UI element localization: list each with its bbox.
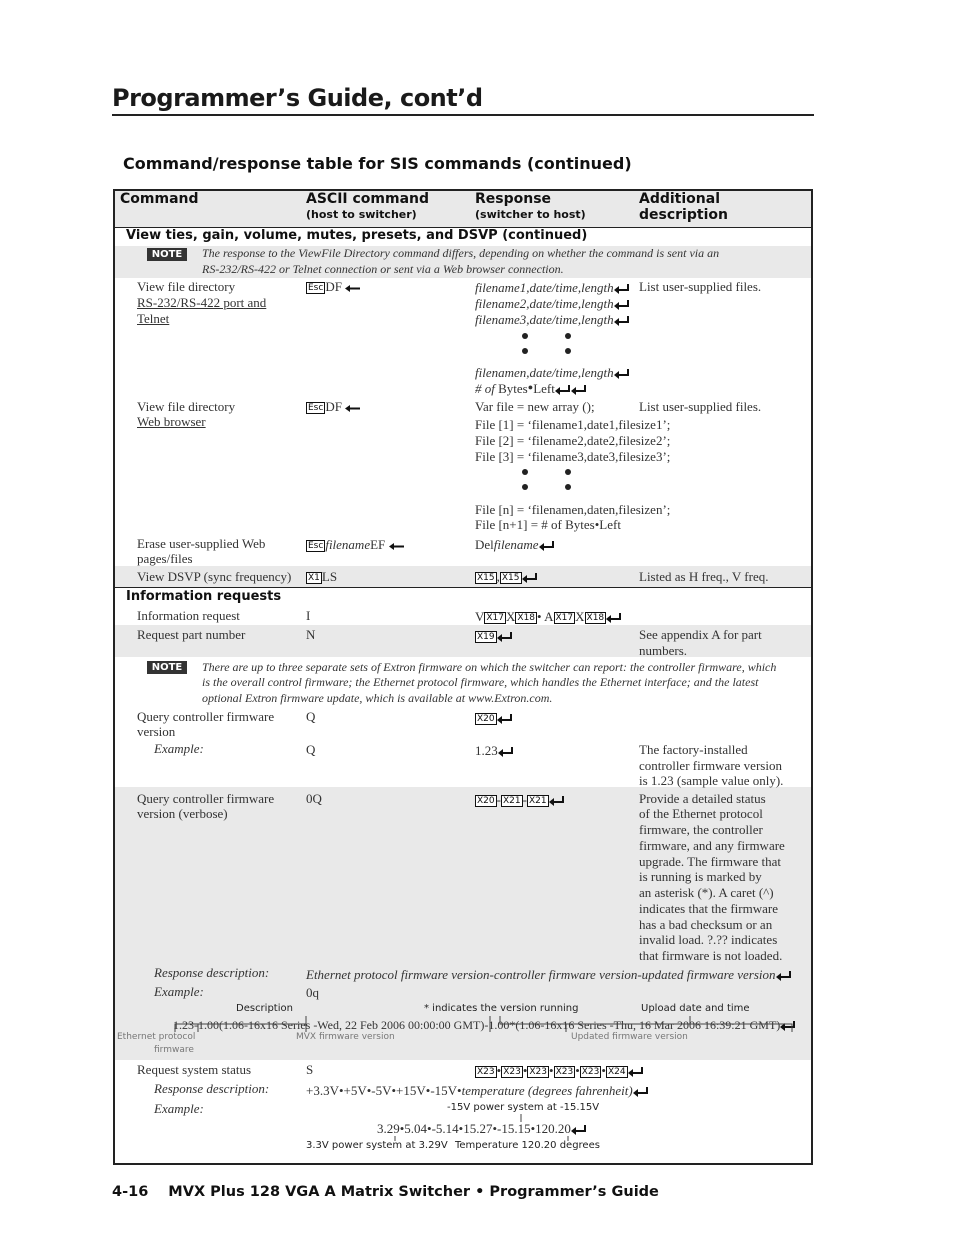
response-line: X15 , X15 <box>475 569 538 585</box>
cmd-text: Request part number <box>137 627 246 642</box>
desc-text: The factory-installed <box>639 742 748 757</box>
response-description: +3.3V•+5V•-5V•+15V•-15V•temperature (degrees fahrenheit) <box>306 1083 649 1099</box>
desc-text: is 1.23 (sample value only). <box>639 773 784 788</box>
variable-key: X20 <box>477 714 495 724</box>
annotation: -15V power system at -15.15V <box>447 1102 600 1113</box>
section-view-ties: View ties, gain, volume, mutes, presets, and DSVP (continued) <box>126 228 588 243</box>
desc-text: See appendix A for part <box>639 627 762 642</box>
esc-key: Esc <box>308 541 324 551</box>
section-information-requests: Information requests <box>126 589 282 604</box>
variable-key: X17 <box>555 613 574 623</box>
note-text: There are up to three separate sets of Extron firmware on which the switcher can report: the controller firmware, which <box>202 660 777 674</box>
ascii-cmd: Esc DF <box>306 399 361 415</box>
variable-key: X23 <box>581 1067 600 1077</box>
col-ascii-sub: (host to switcher) <box>306 208 417 221</box>
variable-key: X23 <box>477 1067 495 1077</box>
desc-text: has a bad checksum or an <box>639 917 773 932</box>
response-line: File [n+1] = # of Bytes•Left <box>475 517 621 532</box>
desc-text: is running is marked by <box>639 869 762 884</box>
response-description-label: Response description: <box>154 1081 270 1096</box>
ascii-cmd: Q <box>306 742 316 757</box>
ascii-cmd: I <box>306 608 311 623</box>
desc-text: List user-supplied files. <box>639 279 762 294</box>
response-line: filename1,date/time,length <box>475 280 630 296</box>
cmd-text: View file directory <box>137 399 236 414</box>
col-response-sub: (switcher to host) <box>475 208 586 221</box>
desc-text: an asterisk (*). A caret (^) <box>639 885 774 900</box>
page-title: Programmer’s Guide, cont’d <box>112 84 483 112</box>
response-line: # of Bytes●Left <box>475 381 587 397</box>
example-label: Example: <box>154 741 204 756</box>
response-line: File [2] = ‘filename2,date2,filesize2’; <box>475 433 671 448</box>
annotation: 3.3V power system at 3.29V <box>306 1140 448 1151</box>
note-badge: NOTE <box>147 661 187 674</box>
response-description-label: Response description: <box>154 965 270 980</box>
variable-key: X19 <box>477 632 495 642</box>
desc-text: Listed as H freq., V freq. <box>639 569 769 584</box>
annotation: Description <box>236 1003 293 1014</box>
response-line: 1.23 <box>475 743 514 759</box>
variable-key: X15 <box>477 573 495 583</box>
variable-key: X17 <box>486 613 505 623</box>
desc-text: indicates that the firmware <box>639 901 778 916</box>
variable-key: X24 <box>607 1067 626 1077</box>
annotation: Upload date and time <box>641 1003 750 1014</box>
section-heading: Command/response table for SIS commands (continued) <box>123 154 632 173</box>
response-line: File [n] = ‘filenamen,daten,filesizen’; <box>475 502 671 517</box>
annotation: * indicates the version running <box>424 1003 579 1014</box>
example-label: Example: <box>154 1101 204 1116</box>
response-line: File [1] = ‘filename1,date1,filesize1’; <box>475 417 671 432</box>
variable-key: X1 <box>308 573 320 583</box>
cmd-text: View file directory <box>137 279 236 294</box>
cmd-text: Erase user-supplied Web <box>137 536 266 551</box>
note-text: The response to the ViewFile Directory command differs, depending on whether the command is sent via an <box>202 246 720 260</box>
desc-text: of the Ethernet protocol <box>639 806 763 821</box>
response-line: filename3,date/time,length <box>475 312 630 328</box>
desc-text: that firmware is not loaded. <box>639 948 783 963</box>
cmd-text: version (verbose) <box>137 806 228 821</box>
ascii-cmd: S <box>306 1062 314 1077</box>
ascii-cmd: Esc DF <box>306 279 361 295</box>
annotation: MVX firmware version <box>296 1032 395 1042</box>
note-badge: NOTE <box>147 248 187 261</box>
desc-text: firmware, and any firmware <box>639 838 785 853</box>
desc-text: Provide a detailed status <box>639 791 766 806</box>
cmd-text: Request system status <box>137 1062 252 1077</box>
variable-key: X18 <box>586 613 605 623</box>
cmd-text: Query controller firmware <box>137 791 275 806</box>
response-line: X20 - X21 - X21 <box>475 792 565 808</box>
variable-key: X20 <box>477 796 495 806</box>
cmd-text: version <box>137 724 176 739</box>
variable-key: X18 <box>517 613 536 623</box>
variable-key: X21 <box>502 796 521 806</box>
note-text: RS-232/RS-422 or Telnet connection or sent via a Web browser connection. <box>202 262 564 276</box>
variable-key: X23 <box>503 1067 521 1077</box>
cmd-text: RS-232/RS-422 port and <box>137 295 267 310</box>
variable-key: X21 <box>528 796 547 806</box>
response-line: filenamen,date/time,length <box>475 365 630 381</box>
response-line: filename2,date/time,length <box>475 296 630 312</box>
desc-text: numbers. <box>639 643 688 658</box>
cmd-text: Query controller firmware <box>137 709 275 724</box>
variable-key: X23 <box>555 1067 574 1077</box>
cmd-text: Information request <box>137 608 240 623</box>
ascii-cmd: N <box>306 627 316 642</box>
variable-key: X15 <box>501 573 520 583</box>
note-text: optional Extron firmware update, which is available at www.Extron.com. <box>202 691 553 705</box>
cmd-text: Telnet <box>137 311 170 326</box>
ascii-cmd: 0q <box>306 985 319 1000</box>
col-response: Response <box>475 191 552 207</box>
col-desc-1: Additional <box>639 191 720 207</box>
ascii-cmd: Esc filenameEF <box>306 537 405 553</box>
response-line: V X17 X X18 • A X17 X X18 <box>475 609 622 625</box>
col-desc-2: description <box>639 207 728 223</box>
response-line: Var file = new array (); <box>475 399 595 414</box>
desc-text: List user-supplied files. <box>639 399 762 414</box>
desc-text: invalid load. ?.?? indicates <box>639 932 778 947</box>
esc-key: Esc <box>308 403 324 413</box>
annotation: Temperature 120.20 degrees <box>455 1140 600 1151</box>
example-response: 1.23-1.00(1.06-16x16 Series -Wed, 22 Feb 2006 00:00:00 GMT)-1.00*(1.06-16x16 Series -Thu, 16 Mar 2006 16:39:21 GMT) <box>173 1018 796 1033</box>
annotation: Ethernet protocol <box>117 1032 196 1042</box>
page-footer: 4-16 MVX Plus 128 VGA A Matrix Switcher • Programmer’s Guide <box>112 1184 659 1200</box>
ascii-cmd: Q <box>306 709 316 724</box>
esc-key: Esc <box>308 283 324 293</box>
response-line: Delfilename <box>475 537 555 553</box>
example-label: Example: <box>154 984 204 999</box>
cmd-text: Web browser <box>137 414 206 429</box>
cmd-text: View DSVP (sync frequency) <box>137 569 292 584</box>
ascii-cmd: X1 LS <box>308 569 338 584</box>
ascii-cmd: 0Q <box>306 791 322 806</box>
desc-text: controller firmware version <box>639 758 782 773</box>
desc-text: firmware, the controller <box>639 822 763 837</box>
note-text: is the overall control firmware; the Ethernet protocol firmware, which handles the Ethernet interface; and the latest <box>202 675 759 689</box>
example-response: 3.29•5.04•-5.14•15.27•-15.15•120.20 <box>377 1121 587 1137</box>
annotation: firmware <box>154 1045 194 1055</box>
desc-text: upgrade. The firmware that <box>639 854 781 869</box>
annotation: Updated firmware version <box>571 1032 688 1042</box>
response-line: X23 • X23 • X23 • X23 • X23 • X24 <box>475 1063 644 1079</box>
col-ascii: ASCII command <box>306 191 430 207</box>
response-line: File [3] = ‘filename3,date3,filesize3’; <box>475 449 671 464</box>
col-command: Command <box>120 191 199 207</box>
response-description: Ethernet protocol firmware version-controller firmware version-updated firmware version <box>306 967 792 983</box>
variable-key: X23 <box>529 1067 547 1077</box>
cmd-text: pages/files <box>137 551 193 566</box>
